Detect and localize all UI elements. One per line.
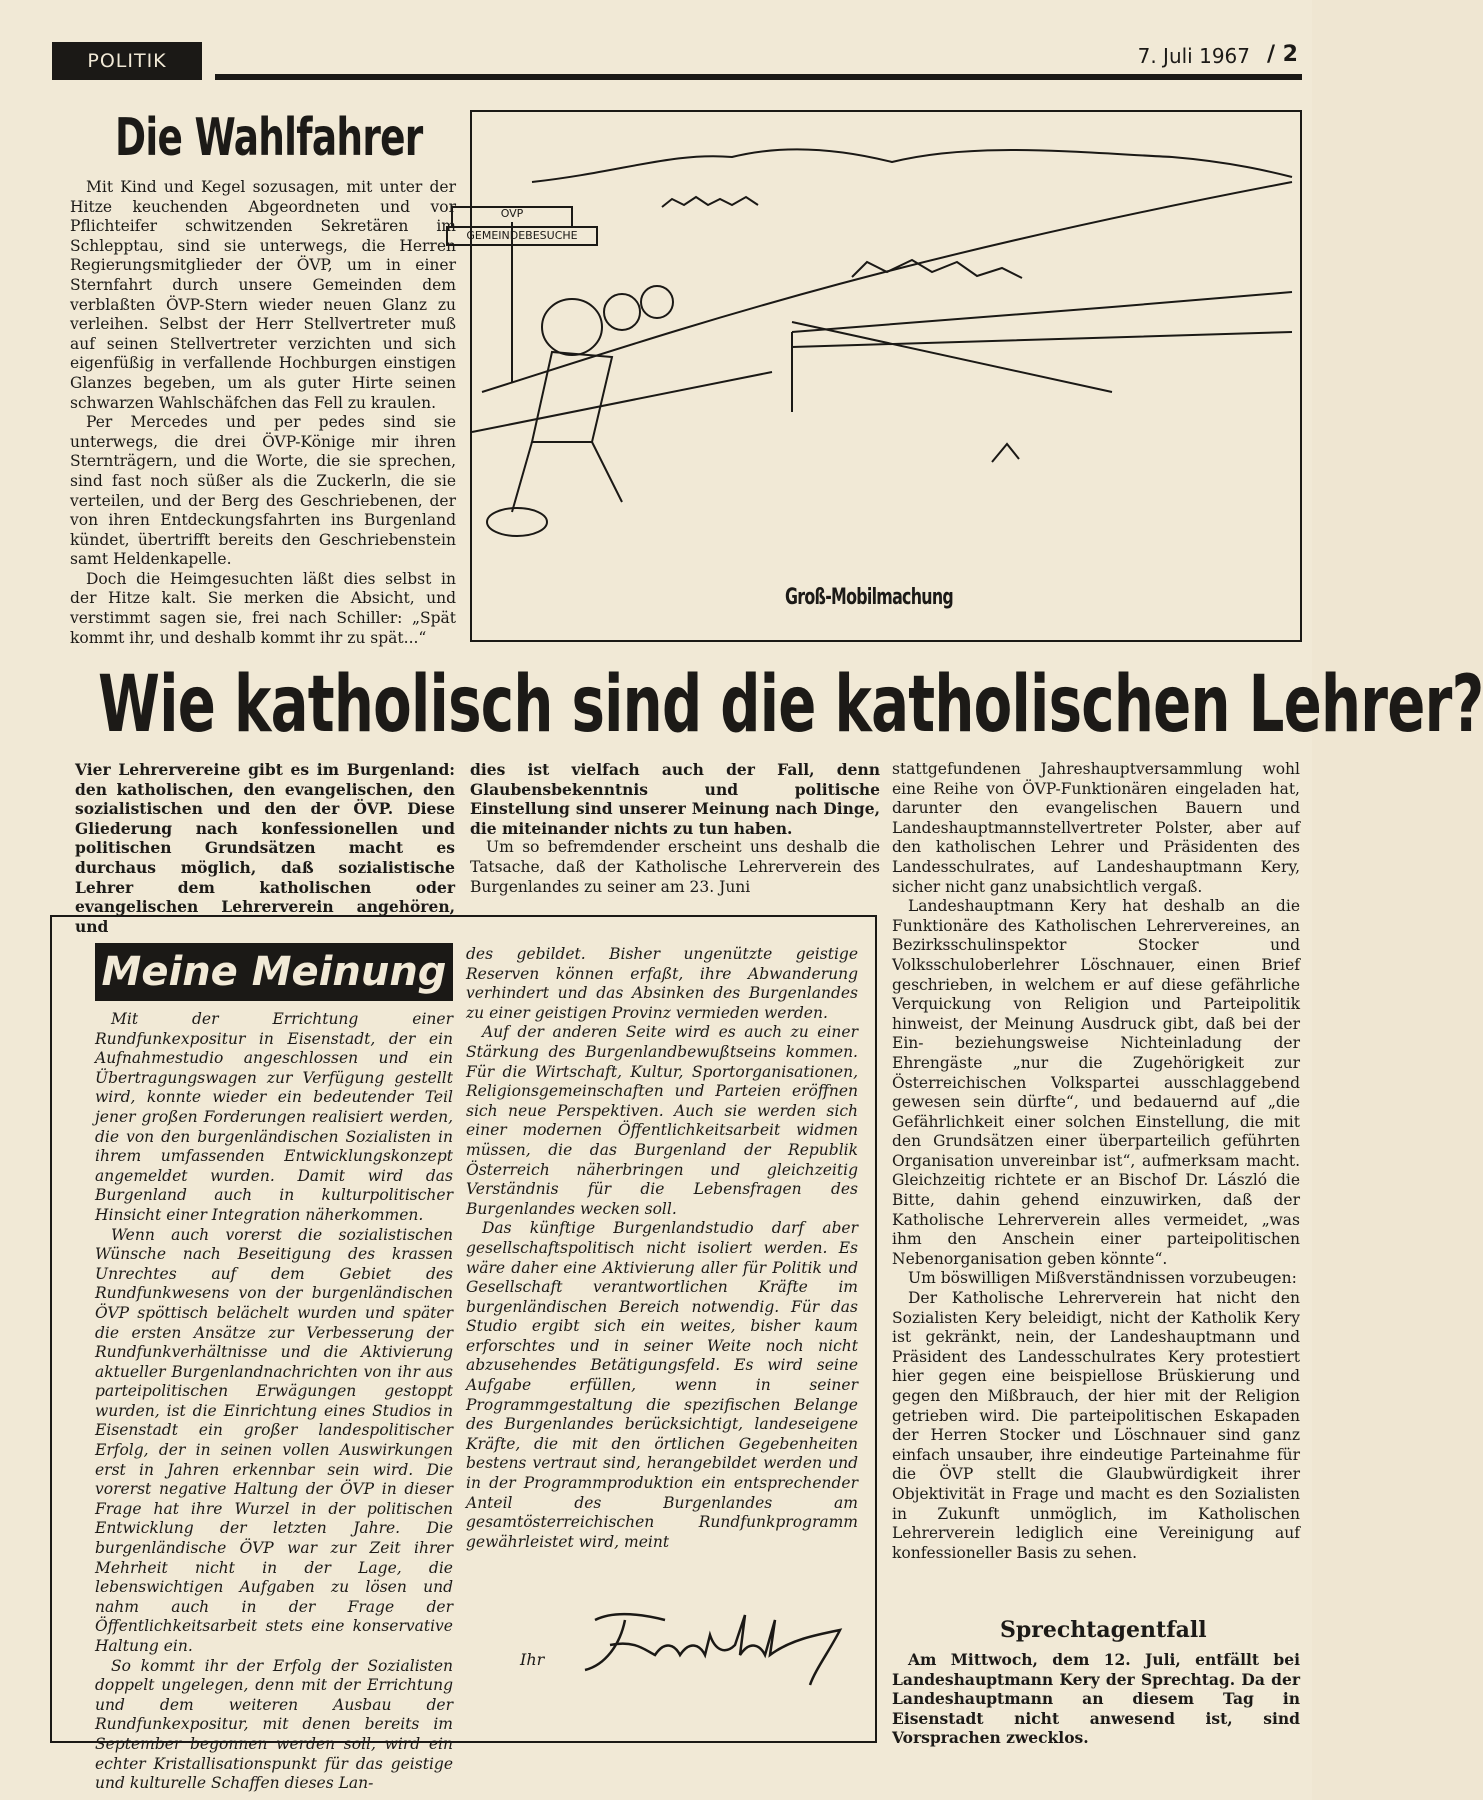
paragraph: Am Mittwoch, dem 12. Juli, entfällt bei Landeshauptmann Kery der Sprechtag. Da der Landeshauptmann an diesem Tag in Eisenstadt nicht anwesend ist, sind Vorsprachen zwecklos.: [892, 1650, 1300, 1748]
notice-text: [892, 1650, 1300, 1748]
article-intro: [75, 760, 455, 936]
paragraph: Per Mercedes und per pedes sind sie unterwegs, die drei ÖVP-Könige mir ihren Sternträgern, und die Worte, die sie sprechen, sind fast noch süßer als die Zuckerln, die sie verteilen, und der Berg des Geschriebenen, der von ihren Entdeckungsfahrten ins Burgenland kündet, übertrifft bereits den Geschriebenstein samt Heldenkapelle.: [70, 413, 456, 569]
cartoon-caption: Groß-Mobilmachung: [785, 585, 954, 610]
cartoon-sign-top: ÖVP: [500, 207, 524, 220]
notice-title: Sprechtagentfall: [1000, 1617, 1207, 1643]
paragraph: Landeshauptmann Kery hat deshalb an die Funktionäre des Katholischen Lehrervereines, an Bezirksschulinspektor Stocker und Volksschuloberlehrer Löschnauer, einen Brief geschrieben, in welchem er auf diese gefährliche Verquickung von Religion und Parteipolitik hinweist, der Meinung Ausdruck gibt, daß bei der Ein- beziehungsweise Nichteinladung der Ehrengäste „nur die Zugehörigkeit zur Österreichischen Volkspartei ausschlaggebend gewesen sein dürfte“, und bedauernd auf „die Gefährlichkeit einer solchen Einstellung, die mit den Grundsätzen einer überparteilich geführten Organisation unvereinbar ist“, aufmerksam macht. Gleichzeitig richtete er an Bischof Dr. László die Bitte, dahin gehend einzuwirken, daß der Katholische Lehrerverein alles vermeidet, „was ihm den Anschein einer parteipolitischen Nebenorganisation geben könnte“.: [892, 897, 1300, 1268]
cartoon-sign: GEMEINDEBESUCHE: [466, 229, 578, 242]
section-label: POLITIK: [52, 42, 202, 80]
paragraph: Mit der Errichtung einer Rundfunkexpositur in Eisenstadt, der ein Aufnahmestudio angeschlossen und ein Übertragungswagen zur Verfügung gestellt wird, konnte wieder ein bedeutender Teil jener großen Forderungen realisiert werden, die von den burgenländischen Sozialisten in ihrem umfassenden Entwicklungskonzept angemeldet wurden. Damit wird das Burgenland auch in kulturpolitischer Hinsicht einer Integration näherkommen.: [95, 1010, 453, 1224]
cartoon-drawing: [472, 112, 1300, 640]
paragraph: Um böswilligen Mißverständnissen vorzubeugen:: [908, 1269, 1297, 1288]
paragraph: stattgefundenen Jahreshauptversammlung wohl eine Reihe von ÖVP-Funktionären eingeladen hat, darunter den evangelischen Bauern und Landeshauptmannstellvertreter Polster, aber auf den katholischen Lehrer und Präsidenten des Landesschulrates, auf Landeshauptmann Kery, sicher nicht ganz unabsichtlich vergaß.: [892, 760, 1300, 896]
article-column-3: [892, 760, 1300, 1563]
opinion-column-1: [95, 1010, 453, 1794]
paragraph: Um so befremdender erscheint uns deshalb die Tatsache, daß der Katholische Lehrerverein des Burgenlandes zu seiner am 23. Juni: [470, 838, 880, 896]
signature: [575, 1600, 855, 1690]
wahlfahrer-title: Die Wahlfahrer: [115, 108, 423, 168]
wahlfahrer-article: [70, 178, 456, 648]
paragraph: Doch die Heimgesuchten läßt dies selbst in der Hitze kalt. Sie merken die Absicht, und verstimmt sagen sie, frei nach Schiller: „Spät kommt ihr, und deshalb kommt ihr zu spät...“: [70, 569, 456, 647]
paragraph: Mit Kind und Kegel sozusagen, mit unter der Hitze keuchenden Abgeordneten und vor Pflichteifer schwitzenden Sekretären im Schlepptau, sind sie unterwegs, die Herren Regierungsmitglieder der ÖVP, um in einer Sternfahrt durch unsere Gemeinden dem verblaßten ÖVP-Stern wieder neuen Glanz zu verleihen. Selbst der Herr Stellvertreter muß auf seinen Stellvertreter verzichten und sich eigenfüßig in verfallende Hochburgen einstigen Glanzes begeben, um als guter Hirte seinen schwarzen Wahlschäfchen das Fell zu kraulen.: [70, 178, 456, 412]
paragraph: dies ist vielfach auch der Fall, denn Glaubensbekenntnis und politische Einstellung sind unserer Meinung nach Dinge, die miteinander nichts zu tun haben.: [470, 760, 880, 838]
opinion-column-2: [466, 945, 858, 1552]
issue-date: 7. Juli 1967: [1137, 44, 1250, 68]
paragraph: So kommt ihr der Erfolg der Sozialisten doppelt ungelegen, denn mit der Errichtung und dem weiteren Ausbau der Rundfunkexpositur, mit denen bereits im September begonnen werden soll, wird ein echter Kristallisationspunkt für das geistige und kulturelle Schaffen dieses Lan-: [95, 1656, 453, 1793]
paragraph: Der Katholische Lehrerverein hat nicht den Sozialisten Kery beleidigt, nicht der Katholik Kery ist gekränkt, nein, der Landeshauptmann und Präsident des Landesschulrates Kery protestiert hier gegen eine beispiellose Brüskierung und gegen den Mißbrauch, der hier mit der Religion getrieben wird. Die parteipolitischen Eskapaden der Herren Stocker und Löschnauer sind ganz einfach unsauber, ihre eindeutige Parteinahme für die ÖVP stellt die Glaubwürdigkeit ihrer Objektivität in Frage und macht es den Sozialisten in Zukunft unmöglich, im Katholischen Lehrerverein lediglich eine Vereinigung auf konfessioneller Basis zu sehen.: [892, 1289, 1300, 1562]
article-column-2: [470, 760, 880, 897]
cartoon-frame: [466, 110, 1302, 642]
signoff: Ihr: [520, 1650, 545, 1669]
paragraph: des gebildet. Bisher ungenützte geistige Reserven können erfaßt, ihre Abwanderung verhindert und das Absinken des Burgenlandes zu einer geistigen Provinz vermieden werden.: [466, 945, 858, 1022]
article-headline: Wie katholisch sind die katholischen Lehrer?: [98, 660, 1483, 750]
paragraph: Vier Lehrervereine gibt es im Burgenland: den katholischen, den evangelischen, den sozialistischen und den der ÖVP. Diese Gliederung nach konfessionellen und politischen Grundsätzen macht es durchaus möglich, daß sozialistische Lehrer dem katholischen oder evangelischen Lehrerverein angehören, und: [75, 760, 455, 936]
page-number: / 2: [1266, 42, 1298, 67]
paragraph: Das künftige Burgenlandstudio darf aber gesellschaftspolitisch nicht isoliert werden. Es wäre daher eine Aktivierung aller für Politik und Gesellschaft verantwortlichen Kräfte im burgenländischen Bereich notwendig. Für das Studio ergibt sich ein weites, bisher kaum erforschtes und in seiner Weite noch nicht abzusehendes Betätigungsfeld. Es wird seine Aufgabe erfüllen, wenn in seiner Programmgestaltung die spezifischen Belange des Burgenlandes berücksichtigt, landeseigene Kräfte, die mit den örtlichen Gegebenheiten bestens vertraut sind, herangebildet werden und in der Programmproduktion ein entsprechender Anteil des Burgenlandes am gesamtösterreichischen Rundfunkprogramm gewährleistet wird, meint: [466, 1219, 858, 1551]
header-rule: [215, 74, 1302, 80]
paragraph: Wenn auch vorerst die sozialistischen Wünsche nach Beseitigung des krassen Unrechtes auf dem Gebiet des Rundfunkwesens von der burgenländischen ÖVP spöttisch belächelt wurden und später die ersten Ansätze zur Verbesserung der Rundfunkverhältnisse und die Aktivierung aktueller Burgenlandnachrichten von ihr aus parteipolitischen Erwägungen gestoppt wurden, ist die Einrichtung eines Studios in Eisenstadt ein großer landespolitischer Erfolg, der in seinen vollen Auswirkungen erst in Jahren erkennbar sein wird. Die vorerst negative Haltung der ÖVP in dieser Frage hat ihre Wurzel in der politischen Entwicklung der letzten Jahre. Die burgenländische ÖVP war zur Zeit ihrer Mehrheit nicht in der Lage, die lebenswichtigen Aufgaben zu lösen und nahm auch in der Frage der Öffentlichkeitsarbeit stets eine konservative Haltung ein.: [95, 1225, 453, 1655]
opinion-title: Meine Meinung: [95, 943, 453, 1001]
paragraph: Auf der anderen Seite wird es auch zu einer Stärkung des Burgenlandbewußtseins kommen. Für die Wirtschaft, Kultur, Sportorganisationen, Religionsgemeinschaften und Parteien eröffnen sich neue Perspektiven. Auch sie werden sich einer modernen Öffentlichkeitsarbeit widmen müssen, die das Burgenland der Republik Österreich näherbringen und gleichzeitig Verständnis für die Lebensfragen des Burgenlandes wecken soll.: [466, 1023, 858, 1218]
